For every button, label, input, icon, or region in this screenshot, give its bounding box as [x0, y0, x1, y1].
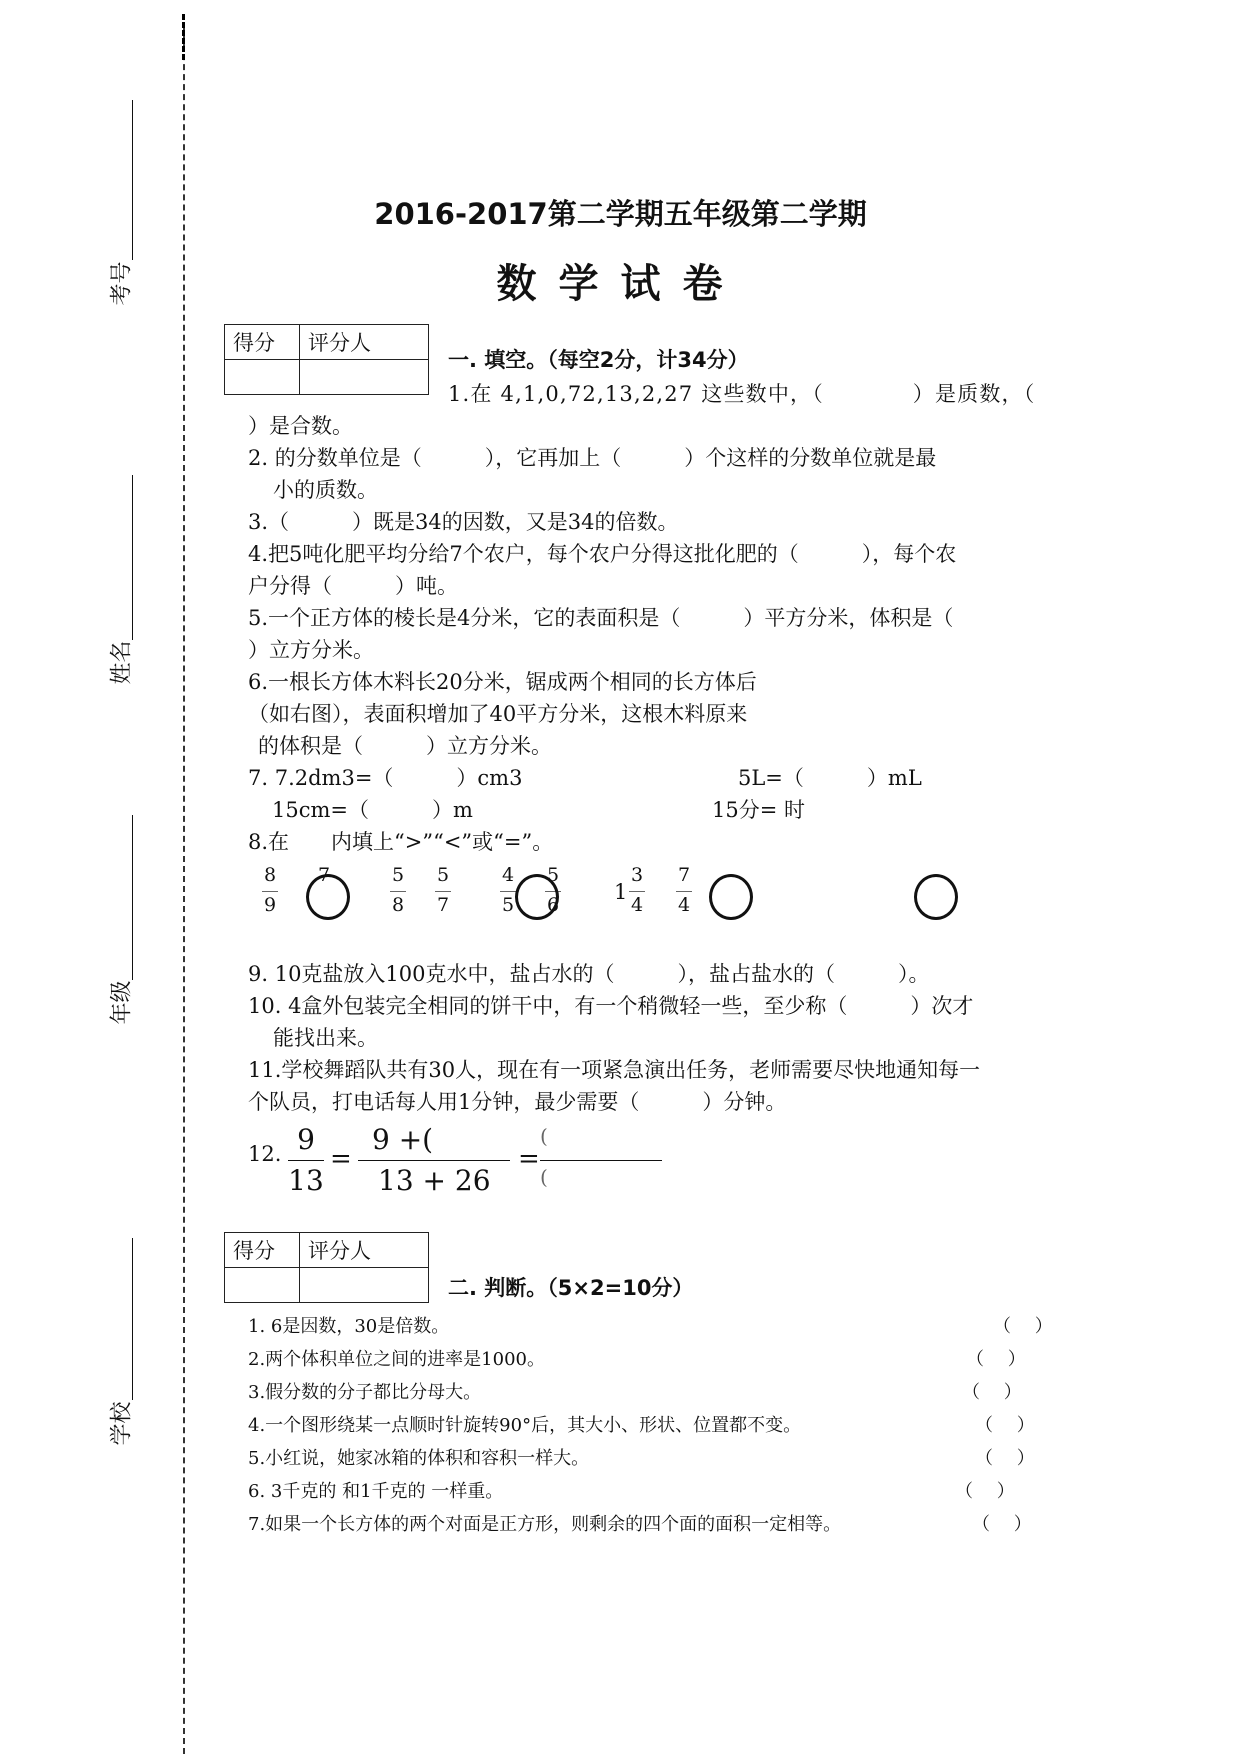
- side-field-label: 年级: [109, 980, 135, 1025]
- grader-cell[interactable]: [300, 360, 429, 395]
- side-field-rule: [132, 1238, 133, 1400]
- side-field-rule: [132, 815, 133, 980]
- question-7-b: 5L=（ ）mL: [738, 766, 922, 790]
- judge-answer[interactable]: （ ）: [975, 1415, 1035, 1436]
- question-7-d: 15分= 时: [712, 798, 805, 822]
- side-field-rule: [132, 475, 133, 640]
- question-4-line1: 4.把5吨化肥平均分给7个农户，每个农户分得这批化肥的（ ），每个农: [248, 542, 957, 566]
- question-4-line2: 户分得（ ）吨。: [248, 574, 458, 598]
- binding-dashed-line-top: [182, 14, 185, 60]
- question-6-line2: （如右图），表面积增加了40平方分米，这根木料原来: [248, 702, 748, 726]
- q8-fraction: 5 7: [436, 864, 450, 916]
- score-cell[interactable]: [225, 360, 300, 395]
- question-7-a: 7. 7.2dm3=（ ）cm3: [248, 766, 523, 790]
- q8-fraction: 4 5: [501, 864, 515, 916]
- question-10-line2: 能找出来。: [273, 1026, 378, 1050]
- question-11-line1: 11.学校舞蹈队共有30人，现在有一项紧急演出任务，老师需要尽快地通知每一: [248, 1058, 981, 1082]
- question-6-line3: 的体积是（ ）立方分米。: [258, 734, 552, 758]
- score-box-section2: [224, 1232, 429, 1303]
- question-9: 9. 10克盐放入100克水中，盐占水的（ ），盐占盐水的（ ）。: [248, 962, 930, 986]
- question-8: 8.在 内填上“>”“<”或“=”。: [248, 830, 554, 854]
- question-3: 3.（ ）既是34的因数，又是34的倍数。: [248, 510, 679, 534]
- q12-fraction-3: ( (: [540, 1126, 662, 1187]
- side-field-rule: [132, 100, 133, 260]
- judge-item: 1. 6是因数，30是倍数。: [248, 1316, 450, 1337]
- side-field-grade[interactable]: [104, 815, 144, 1025]
- question-10-line1: 10. 4盒外包装完全相同的饼干中，有一个稍微轻一些，至少称（ ）次才: [248, 994, 974, 1018]
- section2-title: 二. 判断。（5×2=10分）: [448, 1276, 694, 1300]
- question-6-line1: 6.一根长方体木料长20分米，锯成两个相同的长方体后: [248, 670, 757, 694]
- judge-answer[interactable]: （ ）: [972, 1514, 1032, 1535]
- q8-fraction: 7: [317, 864, 331, 886]
- judge-answer[interactable]: （ ）: [962, 1382, 1022, 1403]
- score-cell[interactable]: [225, 1268, 300, 1303]
- question-1-line2: ）是合数。: [248, 414, 353, 438]
- judge-item: 6. 3千克的 和1千克的 一样重。: [248, 1481, 504, 1502]
- grader-cell[interactable]: [300, 1268, 429, 1303]
- question-5-line2: ）立方分米。: [248, 638, 374, 662]
- side-field-label: 考号: [109, 261, 135, 306]
- judge-answer[interactable]: （ ）: [966, 1349, 1026, 1370]
- q8-fraction: 8 9: [263, 864, 277, 916]
- q12-fraction-2: 9 +( 13 + 26: [358, 1126, 510, 1195]
- q8-compare-circle[interactable]: [709, 874, 753, 920]
- judge-answer[interactable]: （ ）: [975, 1448, 1035, 1469]
- q8-fraction: 7 4: [677, 864, 691, 916]
- grader-header: 评分人: [300, 325, 429, 360]
- side-field-school[interactable]: [104, 1238, 144, 1448]
- q8-compare-circle[interactable]: [914, 874, 958, 920]
- question-7-c: 15cm=（ ）m: [272, 798, 473, 822]
- q8-compare-circle[interactable]: [515, 874, 559, 920]
- question-12-label: 12.: [248, 1142, 282, 1166]
- side-field-name[interactable]: [104, 475, 144, 685]
- question-1-line1: 1.在 4,1,0,72,13,2,27 这些数中，（ ）是质数，（: [448, 382, 1036, 406]
- judge-item: 4.一个图形绕某一点顺时针旋转90°后，其大小、形状、位置都不变。: [248, 1415, 802, 1436]
- judge-answer[interactable]: （ ）: [955, 1481, 1015, 1502]
- judge-item: 2.两个体积单位之间的进率是1000。: [248, 1349, 545, 1370]
- score-header: 得分: [225, 325, 300, 360]
- q12-equals: =: [518, 1144, 540, 1174]
- exam-title: 2016-2017第二学期五年级第二学期: [374, 197, 867, 231]
- judge-item: 3.假分数的分子都比分母大。: [248, 1382, 482, 1403]
- side-field-label: 姓名: [109, 640, 135, 685]
- q8-fraction: 5 6: [546, 864, 560, 916]
- score-box-section1: [224, 324, 429, 395]
- exam-subtitle: 数学试卷: [496, 261, 745, 307]
- q8-fraction: 3 4: [630, 864, 644, 916]
- q8-compare-circle[interactable]: [306, 874, 350, 920]
- question-11-line2: 个队员，打电话每人用1分钟，最少需要（ ）分钟。: [248, 1090, 787, 1114]
- side-field-label: 学校: [109, 1401, 135, 1446]
- q12-equals: =: [330, 1144, 352, 1174]
- q8-fraction: 5 8: [391, 864, 405, 916]
- grader-header: 评分人: [300, 1233, 429, 1268]
- judge-answer[interactable]: （ ）: [993, 1316, 1053, 1337]
- question-5-line1: 5.一个正方体的棱长是4分米，它的表面积是（ ）平方分米，体积是（: [248, 606, 954, 630]
- judge-item: 7.如果一个长方体的两个对面是正方形，则剩余的四个面的面积一定相等。: [248, 1514, 842, 1535]
- question-2-line1: 2. 的分数单位是（ ），它再加上（ ）个这样的分数单位就是最: [248, 446, 937, 470]
- judge-item: 5.小红说，她家冰箱的体积和容积一样大。: [248, 1448, 590, 1469]
- section1-title: 一. 填空。（每空2分，计34分）: [448, 348, 749, 372]
- q12-fraction-1: 9 13: [288, 1123, 324, 1197]
- q8-mixed-whole: 1: [614, 880, 628, 904]
- score-header: 得分: [225, 1233, 300, 1268]
- question-2-line2: 小的质数。: [273, 478, 378, 502]
